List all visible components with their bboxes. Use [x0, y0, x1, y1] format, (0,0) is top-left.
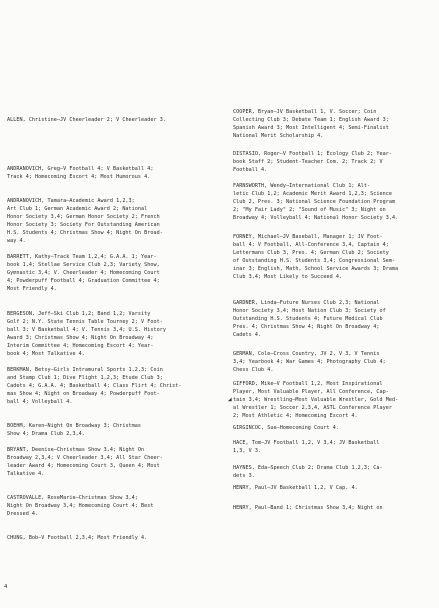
entry [7, 495, 212, 519]
entry [7, 447, 212, 479]
entry-text: —V Football 4; V Basketball 4; Track 4; Homecoming Escort 4; Most Humorous 4. [7, 166, 154, 180]
entry [7, 535, 212, 543]
entry-text: —Speech Club 2; Drama Club 1,2,3; Ca- dets 3. [233, 465, 383, 479]
entry-text: —Night On Broadway 3; Christmas Show 4; Drama Club 2,3,4. [7, 423, 142, 437]
entry-name: FORNEY, Michael [233, 234, 280, 240]
entry-text: —V Football 2,3,4; Most Friendly 4. [38, 535, 148, 541]
entry-name: HENRY, Paul [233, 505, 268, 511]
entry-text: —JV Baseball, Manager 1; JV Foot- ball 4; V Football, All-Conference 3,4, Captain 4; Lettermans Club 3, Pres. 4; German Club 2; Society of Outstanding H.S. Students 3,4; Congressional Sem- inar 3; English, Math, School Service Awards 3; Drama Club 3,4; Most Likely to Succeed 4. [233, 234, 399, 280]
entry [7, 198, 212, 245]
entry [7, 117, 212, 125]
entry [7, 423, 212, 439]
entry-name: BERGESON, Jeff [7, 311, 51, 317]
entry-name: BOEHM, Karen [7, 423, 45, 429]
entry-name: FARNSWORTH, Wendy [233, 183, 286, 189]
entry [7, 367, 212, 407]
entry-name: BERKMAN, Betsy [7, 367, 51, 373]
entry-text: —Christmas Show 3,4; Night On Broadway 2,3,4; V Cheerleader 3,4; All Star Cheer- leader Award 4; Homecoming Court 3, Queen 4; Most Talkative 4. [7, 447, 163, 477]
entry-name: GIRGINCOC, Sue [233, 425, 277, 431]
entry-name: HENRY, Paul [233, 485, 268, 491]
entry-text: —Christmas Show 3,4; Night On Broadway 3,4; Homecoming Court 4; Best Dressed 4. [7, 495, 154, 517]
entry-text: —Track Team 1,2,4; G.A.A. 1; Year- book 1,4; Stellae Service Club 2,3; Variety Show, Gymnastic 3,4; V. Cheerleader 4; Homecoming Court 4; Powderpuff Football 4; Graduation Committee 4; Most Friendly 4. [7, 254, 160, 292]
entry [233, 300, 438, 340]
entry-name: GERMAN, Cole [233, 351, 271, 357]
entry-text: —JV Basketball 1, V. Soccer; Coin Collecting Club 3; Debate Team 1; English Award 3; Spanish Award 3; Most Intelligent 4; Semi-Finalist National Merit Scholarship 4. [233, 109, 389, 139]
entry-text: —Ski Club 1,2; Band 1,2; Varsity Golf 2; N.Y. State Tennis Table Tourney 2; V Foot- ball 3; V Basketball 4; V. Tennis 3,4; U.S. History Award 3; Christmas Show 4; Night On Broadway 4; Interim Committee 4; Homecoming Escort 4; Year- book 4; Most Talkative 4. [7, 311, 166, 357]
entry-text: —JV Football 1,2, V 3,4; JV Basketball 1,3, V 3. [233, 440, 380, 454]
entry-name: ALLEN, Christine [7, 117, 57, 123]
entry-name: CASTROVALLE, RoseMarie [7, 495, 76, 501]
entry-text: —Future Nurses Club 2,3; National Honor Society 3,4; Host Nation Club 3; Society of Outstanding H.S. Students 4; Future Medical Club Pres. 4; Christmas Show 4; Night On Broadway 4; Cadets 4. [233, 300, 386, 338]
entry [233, 465, 438, 481]
entry-text: —Homecoming Court 4. [276, 425, 339, 431]
entry [233, 183, 438, 223]
entry-text: —Girls Intramural Sports 1,2,3; Coin and Stamp Club 1; Dive Flight 1,2,3; Etude Club 3; Cadets 4; G.A.A. 4; Basketball 4; Class Flirt 4; Christ- mas Show 4; Night on Broadway 4; Powderpuff Foot- ball 4; Volleyball 4. [7, 367, 182, 405]
entry-text: —V Football 1; Ecology Club 2; Year- book Staff 2; Student-Teacher Com. 2; Track 2; V Football 4. [233, 151, 392, 173]
entry-name: HAYNES, Eda [233, 465, 268, 471]
entry-text: —JV Cheerleader 2; V Cheerleader 3. [56, 117, 166, 123]
entry-text: —Cross Country, JV 2, V 3, V Tennis 3,4; Yearbook 4; War Games 4; Photography Club 4; Chess Club 4. [233, 351, 386, 373]
entry-name: GIFFORD, Mike [233, 381, 274, 387]
entry-text: —JV Basketball 1,2, V Cap. 4. [267, 485, 358, 491]
entry-name: COOPER, Bryan [233, 109, 274, 115]
entry [233, 440, 438, 456]
page-number: 4 [4, 584, 8, 590]
entry [7, 254, 212, 294]
entry-name: CHUNG, Bob [7, 535, 39, 541]
check-mark: ◢ [228, 396, 232, 403]
entry [233, 505, 438, 513]
entry-name: DISTASIO, Roger [233, 151, 280, 157]
entry [233, 151, 438, 175]
entry [7, 311, 212, 358]
entry-name: HACE, Tom [233, 440, 262, 446]
entry-name: BRYANT, Deenise [7, 447, 54, 453]
entry-name: BARRETT, Kathy [7, 254, 51, 260]
entry-text: —V Football 1,2, Most Inspirational Player, Most Valuable Player, All Conference, Cap- tain 3,4; Wrestling—Most Valuable Wrestler, Gold Med- al Wrestler 1; Soccer 2,3,4, ASTL Conference Player 2; Most Athletic 4; Homecoming Escort 4. [233, 381, 399, 419]
entry-name: ANDRANOVICH, Tamara [7, 198, 67, 204]
entry [233, 485, 438, 493]
entry [7, 166, 212, 182]
entry-name: GARDNER, Linda [233, 300, 277, 306]
entry-text: —Band 1; Christmas Show 3,4; Night on [267, 505, 383, 511]
entry-text: —International Club 1; Alt- letic Club 1,2; Academic Merit Award 1,2,3; Science Club 2, Pres. 3; National Science Foundation Program 2; "My Fair Lady" 2; "Sound of Music" 3; Night on Broadway 4; Volleyball 4; National Honor Society 3,4. [233, 183, 399, 221]
entry [233, 109, 438, 141]
entry [233, 425, 438, 433]
entry-text: —Academic Award 1,2,3; Art Club 1; German Academic Award 2; National Honor Society 3,4; German Honor Society 2; French Honor Society 3; Society For Outstanding American H.S. Students 4; Christmas Show 4; Night On Broad- way 4. [7, 198, 163, 244]
entry [233, 381, 438, 421]
entry [233, 234, 438, 281]
entry [233, 351, 438, 375]
entry-name: ANDRANOVICH, Greg [7, 166, 60, 172]
